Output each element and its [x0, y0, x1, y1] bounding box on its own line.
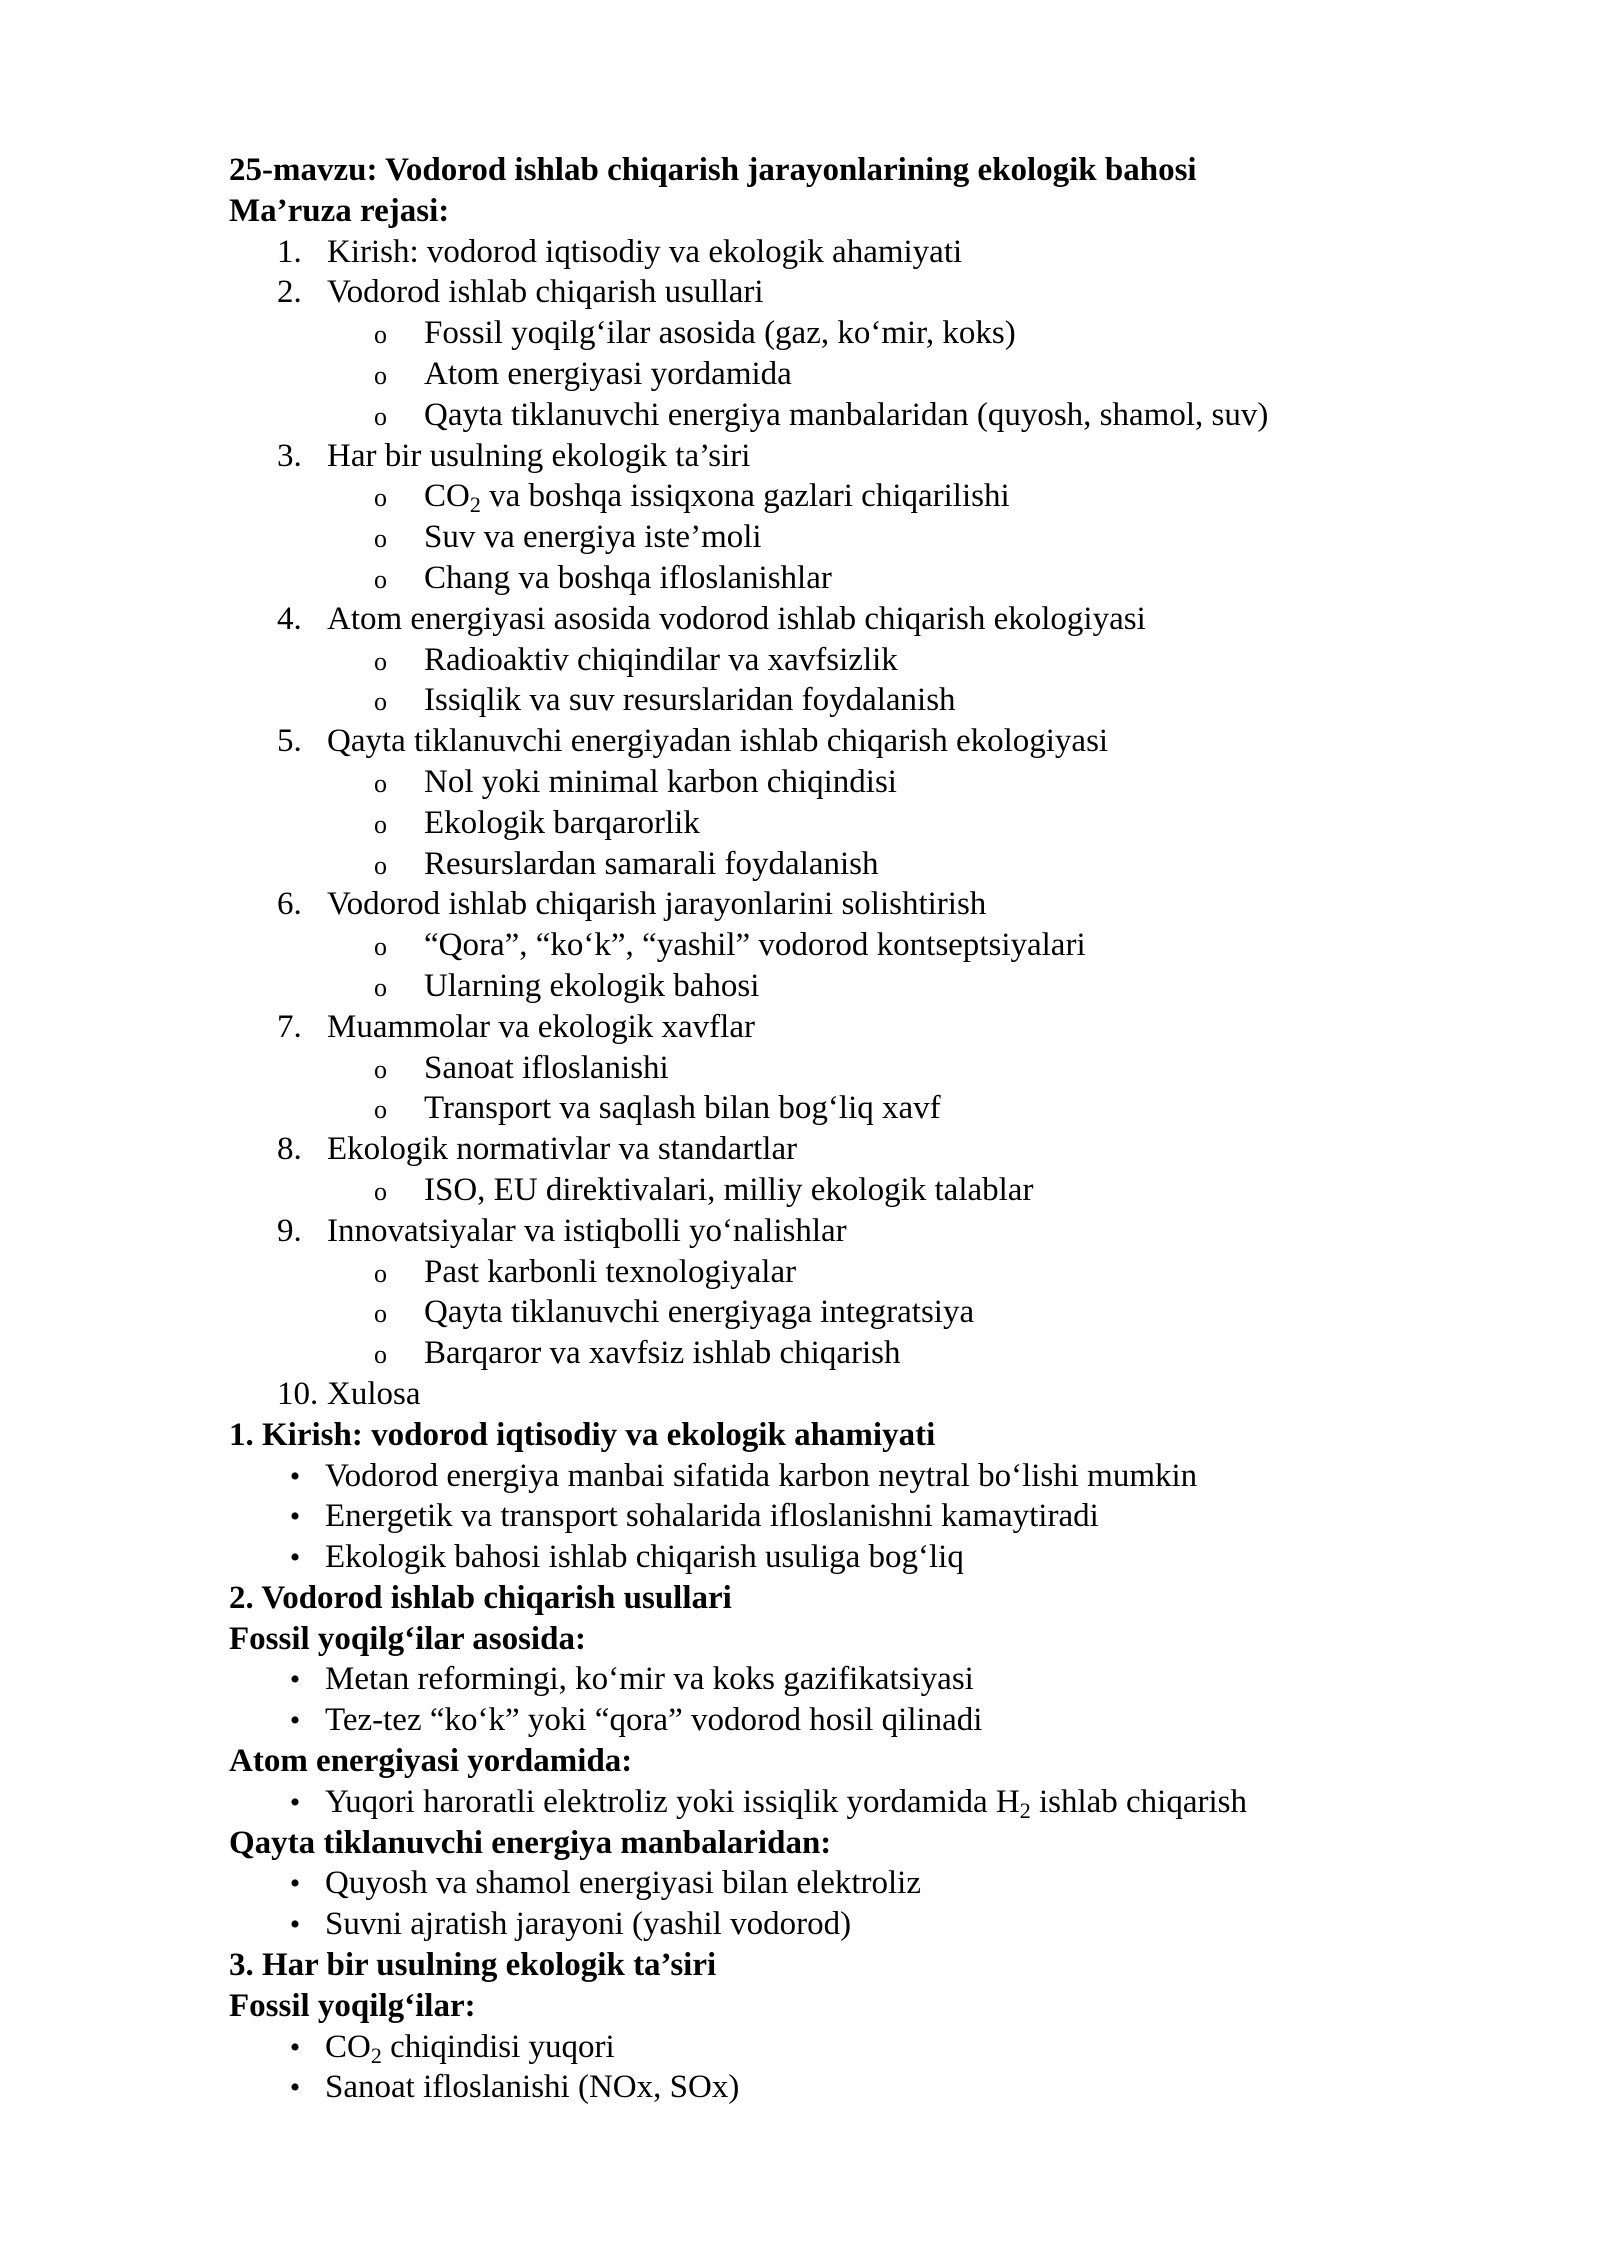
- document-title: 25-mavzu: Vodorod ishlab chiqarish jarayonlarining ekologik bahosi: [229, 152, 1197, 188]
- plan-item-number: 2.: [277, 274, 302, 311]
- plan-subitem: [229, 1048, 1409, 1089]
- plan-subitem: [229, 395, 1409, 436]
- plan-item-text: Har bir usulning ekologik ta’siri: [327, 437, 751, 474]
- plan-item-number: 1.: [277, 233, 302, 270]
- list-item: • Quyosh va shamol energiyasi bilan elektroliz: [229, 1863, 1409, 1904]
- plan-item-number: 8.: [277, 1131, 302, 1168]
- plan-item: [229, 884, 1409, 925]
- plan-item-text: Innovatsiyalar va istiqbolli yo‘nalishlar: [327, 1212, 847, 1249]
- sub-marker: o: [374, 972, 387, 1002]
- plan-subitem: [229, 844, 1409, 885]
- plan-item-number: 4.: [277, 600, 302, 637]
- plan-item: [229, 1129, 1409, 1170]
- bullet-marker: •: [289, 1704, 301, 1738]
- sub-marker: o: [374, 1299, 387, 1329]
- bullet-marker: •: [289, 1663, 301, 1697]
- list-item: • Tez-tez “ko‘k” yoki “qora” vodorod hosil qilinadi: [229, 1700, 1409, 1741]
- plan-subitem: [229, 1292, 1409, 1333]
- plan-subitem-text: Chang va boshqa ifloslanishlar: [424, 559, 832, 596]
- plan-subitem-text: Fossil yoqilg‘ilar asosida (gaz, ko‘mir, koks): [424, 315, 1016, 352]
- plan-item: [229, 599, 1409, 640]
- plan-subitem-text: Suv va energiya iste’moli: [424, 519, 762, 556]
- sub-marker: o: [374, 768, 387, 798]
- bullet-marker: •: [289, 1867, 301, 1901]
- plan-subitem-text: Barqaror va xavfsiz ishlab chiqarish: [424, 1335, 901, 1372]
- plan-item-text: Xulosa: [327, 1375, 421, 1412]
- subheading-fossil-impact: Fossil yoqilg‘ilar:: [229, 1987, 476, 2024]
- bullet-marker: •: [289, 1908, 301, 1942]
- plan-subitem: [229, 1088, 1409, 1129]
- plan-subitem: [229, 966, 1409, 1007]
- plan-subitem: [229, 762, 1409, 803]
- plan-item-text: Vodorod ishlab chiqarish usullari: [327, 274, 764, 311]
- plan-item-text: Muammolar va ekologik xavflar: [327, 1008, 755, 1045]
- plan-item: [229, 1374, 1409, 1415]
- plan-subitem: [229, 1333, 1409, 1374]
- list-item: • Ekologik bahosi ishlab chiqarish usuliga bog‘liq: [229, 1537, 1409, 1578]
- subheading-atom: Atom energiyasi yordamida:: [229, 1743, 633, 1780]
- plan-subitem: [229, 640, 1409, 681]
- subheading-fossil: Fossil yoqilg‘ilar asosida:: [229, 1620, 586, 1657]
- plan-subitem: [229, 1252, 1409, 1293]
- plan-heading: Ma’ruza rejasi:: [229, 192, 450, 229]
- sub-marker: o: [374, 524, 387, 554]
- plan-subitem-text: Radioaktiv chiqindilar va xavfsizlik: [424, 641, 898, 678]
- list-item: • Metan reformingi, ko‘mir va koks gazifikatsiyasi: [229, 1659, 1409, 1700]
- sub-marker: o: [374, 1054, 387, 1084]
- plan-item-number: 7.: [277, 1008, 302, 1045]
- plan-subitem-text: $CO_2$ va boshqa issiqxona gazlari chiqarilishi: [424, 478, 1010, 518]
- list-item: • Suvni ajratish jarayoni (yashil vodorod): [229, 1904, 1409, 1945]
- sub-marker: o: [374, 360, 387, 390]
- section-1-heading: 1. Kirish: vodorod iqtisodiy va ekologik ahamiyati: [229, 1416, 936, 1453]
- sub-marker: o: [374, 850, 387, 880]
- plan-subitem: [229, 803, 1409, 844]
- subheading-renewable: Qayta tiklanuvchi energiya manbalaridan:: [229, 1824, 832, 1861]
- sub-marker: o: [374, 1095, 387, 1125]
- plan-subitem: [229, 558, 1409, 599]
- plan-subitem-text: Qayta tiklanuvchi energiya manbalaridan (quyosh, shamol, suv): [424, 396, 1269, 433]
- plan-subitem-text: Sanoat ifloslanishi: [424, 1049, 669, 1086]
- plan-item-number: 5.: [277, 723, 302, 760]
- list-item: • Vodorod energiya manbai sifatida karbon neytral bo‘lishi mumkin: [229, 1456, 1409, 1497]
- bullet-marker: •: [289, 1459, 301, 1493]
- sub-marker: o: [374, 1176, 387, 1206]
- plan-item-text: Atom energiyasi asosida vodorod ishlab chiqarish ekologiyasi: [327, 600, 1146, 637]
- sub-marker: o: [374, 932, 387, 962]
- plan-subitem: [229, 925, 1409, 966]
- plan-item: [229, 1007, 1409, 1048]
- list-item: • Yuqori haroratli elektroliz yoki issiqlik yordamida $H_2$ ishlab chiqarish: [229, 1782, 1409, 1823]
- plan-item-number: 6.: [277, 886, 302, 923]
- sub-marker: o: [374, 809, 387, 839]
- plan-subitem: [229, 680, 1409, 721]
- plan-item-text: Ekologik normativlar va standartlar: [327, 1131, 798, 1168]
- sub-marker: o: [374, 564, 387, 594]
- bullet-marker: •: [289, 1541, 301, 1575]
- plan-subitem-text: Ekologik barqarorlik: [424, 804, 700, 841]
- plan-subitem: [229, 313, 1409, 354]
- plan-item: [229, 721, 1409, 762]
- plan-subitem-text: Issiqlik va suv resurslaridan foydalanish: [424, 682, 956, 719]
- sub-marker: o: [374, 646, 387, 676]
- plan-item-text: Vodorod ishlab chiqarish jarayonlarini solishtirish: [327, 886, 987, 923]
- section-2-heading: 2. Vodorod ishlab chiqarish usullari: [229, 1579, 732, 1616]
- plan-item-number: 10.: [277, 1375, 319, 1412]
- list-item: • Sanoat ifloslanishi (NOx, SOx): [229, 2067, 1409, 2108]
- plan-item: [229, 1211, 1409, 1252]
- bullet-marker: •: [289, 2030, 301, 2064]
- plan-item-number: 3.: [277, 437, 302, 474]
- plan-subitem: [229, 517, 1409, 558]
- plan-subitem-text: Atom energiyasi yordamida: [424, 355, 792, 392]
- document-page: [229, 150, 1409, 2108]
- sub-marker: o: [374, 1258, 387, 1288]
- sub-marker: o: [374, 687, 387, 717]
- plan-subitem-text: Ularning ekologik bahosi: [424, 967, 760, 1004]
- plan-subitem: [229, 1170, 1409, 1211]
- bullet-marker: •: [289, 1500, 301, 1534]
- sub-marker: o: [374, 1340, 387, 1370]
- plan-subitem-text: Past karbonli texnologiyalar: [424, 1253, 797, 1290]
- plan-item-text: Qayta tiklanuvchi energiyadan ishlab chiqarish ekologiyasi: [327, 723, 1109, 760]
- plan-subitem: [229, 476, 1409, 517]
- plan-list: [229, 232, 1409, 1415]
- plan-subitem-text: Qayta tiklanuvchi energiyaga integratsiya: [424, 1294, 975, 1331]
- sub-marker: o: [374, 401, 387, 431]
- plan-subitem-text: ISO, EU direktivalari, milliy ekologik talablar: [424, 1171, 1034, 1208]
- bullet-marker: •: [289, 1785, 301, 1819]
- plan-subitem-text: Nol yoki minimal karbon chiqindisi: [424, 763, 897, 800]
- list-item: • Energetik va transport sohalarida ifloslanishni kamaytiradi: [229, 1496, 1409, 1537]
- plan-item-number: 9.: [277, 1212, 302, 1249]
- plan-subitem-text: Transport va saqlash bilan bog‘liq xavf: [424, 1090, 941, 1127]
- plan-item-text: Kirish: vodorod iqtisodiy va ekologik ahamiyati: [327, 233, 963, 270]
- plan-subitem-text: Resurslardan samarali foydalanish: [424, 845, 879, 882]
- sub-marker: o: [374, 320, 387, 350]
- sub-marker: o: [374, 483, 387, 513]
- list-item: • $CO_2$ chiqindisi yuqori: [229, 2027, 1409, 2068]
- plan-item: [229, 436, 1409, 477]
- plan-item: [229, 232, 1409, 273]
- plan-subitem: [229, 354, 1409, 395]
- plan-item: [229, 272, 1409, 313]
- section-3-heading: 3. Har bir usulning ekologik ta’siri: [229, 1947, 717, 1984]
- bullet-marker: •: [289, 2071, 301, 2105]
- plan-subitem-text: “Qora”, “ko‘k”, “yashil” vodorod kontseptsiyalari: [424, 927, 1086, 964]
